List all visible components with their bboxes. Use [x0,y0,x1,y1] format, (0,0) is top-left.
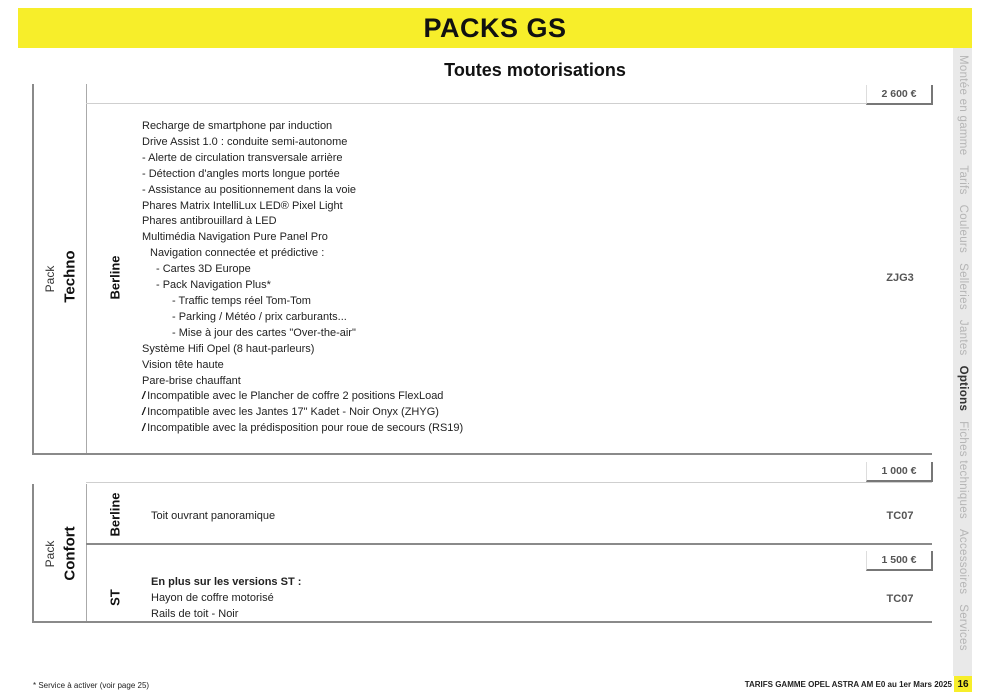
nav-item-tarifs[interactable]: Tarifs [957,165,969,195]
feature-item: - Assistance au positionnement dans la voie [142,183,357,196]
incompatibility-item: / Incompatible avec les Jantes 17" Kadet - Noir Onyx (ZHYG) [142,405,463,421]
techno-pack-name: Techno [61,250,79,303]
techno-body-label: Berline [107,255,123,300]
incompatible-icon: / [142,390,146,403]
incompatible-icon: / [142,422,146,435]
title-banner [18,8,972,48]
confort-left-rule [32,484,34,622]
confort-berline-price: 1 000 € [866,462,933,482]
feature-item: Hayon de coffre motorisé [151,591,274,604]
techno-top-rule [86,103,932,104]
feature-item: - Détection d'angles morts longue portée [142,167,340,180]
confort-berline-code: TC07 [886,510,914,522]
incompatibility-item: / Incompatible avec la prédisposition pour roue de secours (RS19) [142,421,463,437]
techno-feature-list [142,119,463,437]
nav-item-options[interactable]: Options [957,365,969,412]
nav-item-jantes[interactable]: Jantes [957,319,969,356]
footer-note: * Service à activer (voir page 25) [33,681,150,690]
confort-st-features [151,575,301,623]
feature-item: - Parking / Météo / prix carburants... [172,310,347,323]
side-nav-items [955,55,971,675]
confort-berline-label: Berline [107,492,123,537]
nav-item-mont-e-en-gamme[interactable]: Montée en gamme [957,55,969,156]
techno-inner-rule [86,84,87,454]
feature-item: Phares Matrix IntelliLux LED® Pixel Light [142,199,343,212]
page-subtitle: Toutes motorisations [444,60,626,80]
footer-doc-title: TARIFS GAMME OPEL ASTRA AM E0 au 1er Mars 2025 [744,680,952,689]
techno-price: 2 600 € [866,85,933,105]
feature-item: Phares antibrouillard à LED [142,215,277,228]
feature-item: Navigation connectée et prédictive : [150,247,325,260]
feature-item: Rails de toit - Noir [151,607,239,620]
feature-item: - Mise à jour des cartes "Over-the-air" [172,326,356,339]
incompatibility-item: / Incompatible avec le Plancher de coffre 2 positions FlexLoad [142,389,463,405]
confort-inner-rule [86,484,87,622]
nav-item-accessoires[interactable]: Accessoires [957,528,969,595]
techno-code: ZJG3 [886,272,914,284]
techno-left-rule [32,84,34,454]
confort-mid-rule [86,543,932,545]
nav-item-services[interactable]: Services [957,604,969,651]
feature-item: - Pack Navigation Plus* [156,279,271,292]
confort-st-code: TC07 [886,593,914,605]
feature-item: - Traffic temps réel Tom-Tom [172,294,311,307]
page-number: 16 [954,676,972,692]
confort-berline-feature: Toit ouvrant panoramique [151,510,276,522]
feature-item: Drive Assist 1.0 : conduite semi-autonome [142,135,348,148]
confort-st-label: ST [107,589,123,606]
feature-item: Pare-brise chauffant [142,374,241,387]
incompatible-icon: / [142,406,146,419]
feature-item: Recharge de smartphone par induction [142,120,333,132]
nav-item-fiches-techniques[interactable]: Fiches techniques [957,421,969,519]
feature-item: - Alerte de circulation transversale arrière [142,151,343,164]
page-title: PACKS GS [423,12,567,43]
confort-pack-label: Pack [43,540,57,568]
feature-item: - Cartes 3D Europe [156,263,251,276]
techno-pack-label: Pack [43,265,57,293]
techno-bottom-rule [32,453,932,455]
nav-item-couleurs[interactable]: Couleurs [957,204,969,254]
confort-st-price: 1 500 € [866,551,933,571]
confort-top-rule [86,482,932,483]
confort-pack-name: Confort [61,526,79,581]
nav-item-selleries[interactable]: Selleries [957,263,969,310]
st-heading: En plus sur les versions ST : [151,576,302,588]
feature-item: Système Hifi Opel (8 haut-parleurs) [142,342,315,355]
feature-item: Vision tête haute [142,358,224,371]
feature-item: Multimédia Navigation Pure Panel Pro [142,231,328,244]
